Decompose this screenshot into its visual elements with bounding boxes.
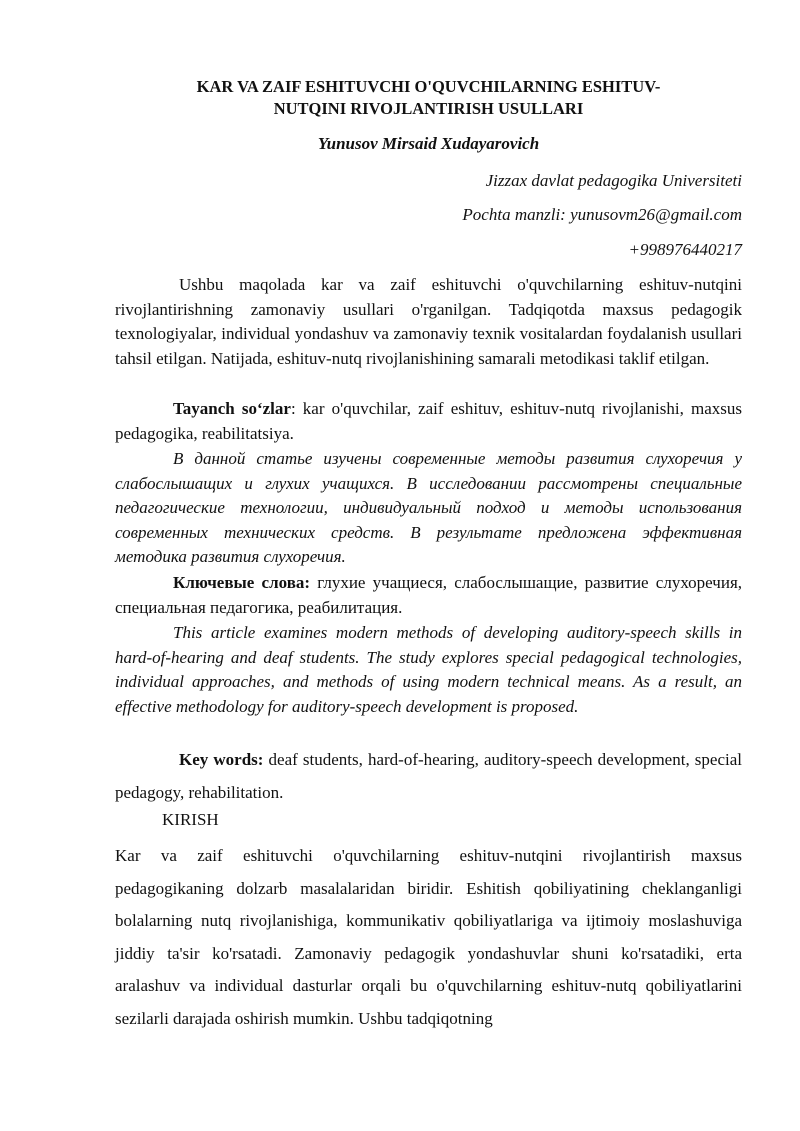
keywords-english [115, 743, 742, 809]
keywords-russian-label: Ключевые слова: [173, 573, 311, 592]
author-name: Yunusov Mirsaid Xudayarovich [317, 134, 540, 153]
keywords-english-label: Key words: [179, 750, 264, 769]
paper-title [115, 76, 742, 120]
keywords-russian [115, 571, 742, 620]
affiliation-phone: +998976440217 [628, 240, 742, 259]
keywords-russian-text: глухие учащиеся, слабослышащие, развитие слухоречия, специальная педагогика, реабилитация. [115, 573, 743, 617]
abstract-english: This article examines modern methods of developing auditory-speech skills in hard-of-hearing and deaf students. The study explores special pedagogical technologies, individual approaches, and methods of using modern technical means. As a result, an effective methodology for auditory-speech development is proposed. [115, 623, 742, 716]
keywords-uzbek-text: : kar o'quvchilar, zaif eshituv, eshituv-nutq rivojlanishi, maxsus pedagogika, reabilitatsiya. [115, 399, 742, 443]
intro-heading: KIRISH [162, 810, 219, 829]
abstract-russian: В данной статье изучены современные методы развития слухоречия у слабослышащих и глухих учащихся. В исследовании рассмотрены специальные педагогические технологии, индивидуальный подход и методы использования современных технических средств. В результате предложена эффективная методика развития слухоречия. [115, 449, 742, 567]
keywords-uzbek-label: Tayanch so‘zlar [173, 399, 291, 418]
keywords-uzbek [115, 397, 742, 446]
affiliation-university: Jizzax davlat pedagogika Universiteti [485, 171, 742, 190]
title-line-2: NUTQINI RIVOJLANTIRISH USULLARI [273, 99, 584, 118]
keywords-english-text: deaf students, hard-of-hearing, auditory-speech development, special pedagogy, rehabilitation. [115, 750, 743, 802]
abstract-uzbek: Ushbu maqolada kar va zaif eshituvchi o'quvchilarning eshituv-nutqini rivojlantirishning zamonaviy usullari o'rganilgan. Tadqiqotda maxsus pedagogik texnologiyalar, individual yondashuv va zamonaviy texnik vositalardan foydalanish usullari tahsil etilgan. Natijada, eshituv-nutq rivojlanishining samarali metodikasi taklif etilgan. [115, 275, 742, 368]
intro-paragraph: Kar va zaif eshituvchi o'quvchilarning eshituv-nutqini rivojlantirish maxsus pedagogikaning dolzarb masalalaridan biridir. Eshitish qobiliyatining cheklanganligi bolalarning nutq rivojlanishiga, kommunikativ qobiliyatlariga va ijtimoiy moslashuviga jiddiy ta'sir ko'rsatadi. Zamonaviy pedagogik yondashuvlar shuni ko'rsatadiki, erta aralashuv va individual dasturlar orqali bu o'quvchilarning eshituv-nutq qobiliyatlarini sezilarli darajada oshirish mumkin. Ushbu tadqiqotning [115, 846, 742, 1028]
title-line-1: KAR VA ZAIF ESHITUVCHI O'QUVCHILARNING ESHITUV- [196, 77, 661, 96]
affiliation-email: Pochta manzli: yunusovm26@gmail.com [462, 205, 742, 224]
